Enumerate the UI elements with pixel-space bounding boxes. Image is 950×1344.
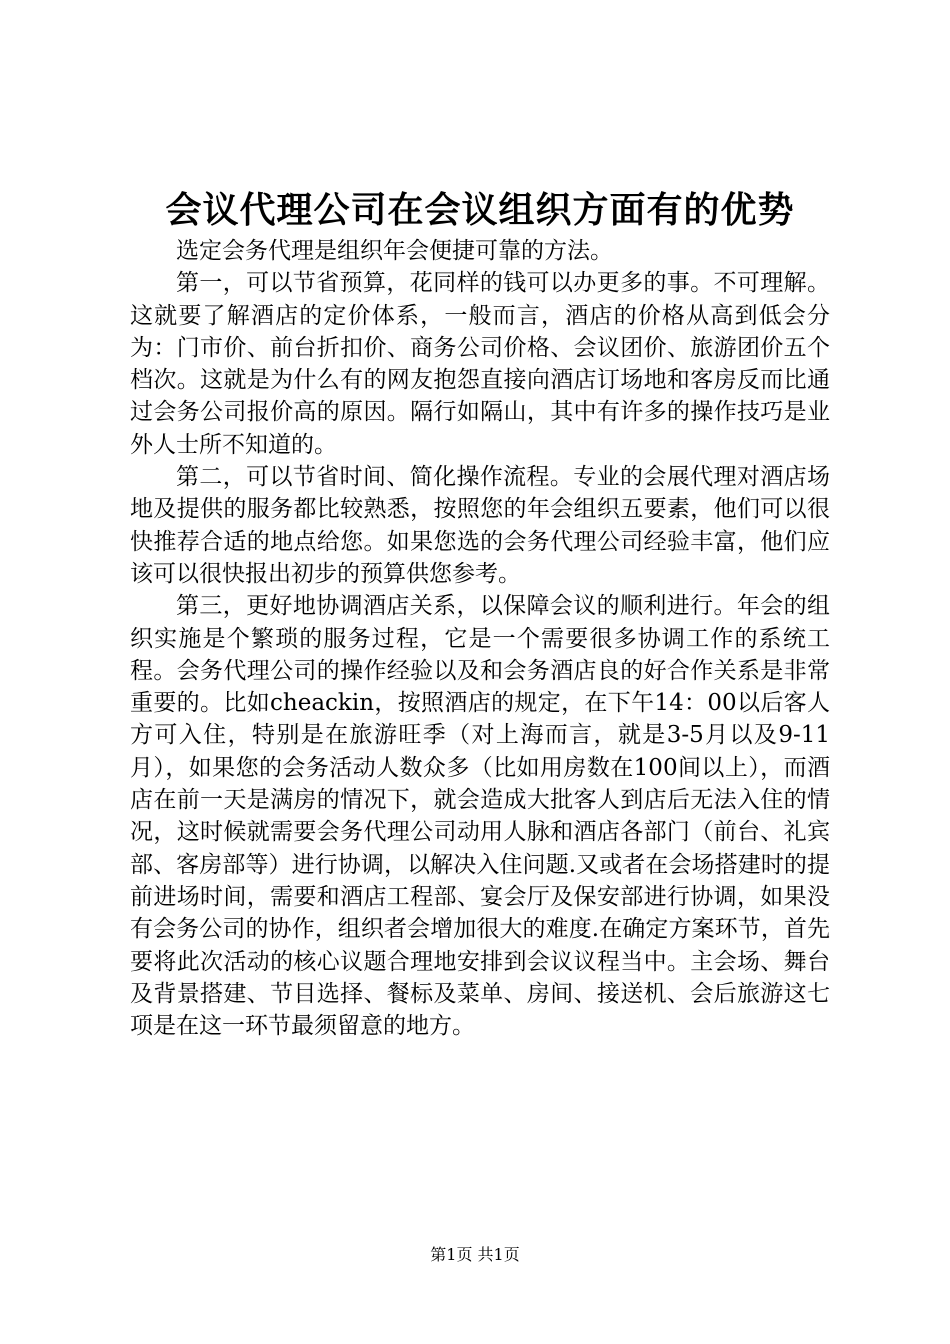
paragraph-intro: 选定会务代理是组织年会便捷可靠的方法。 bbox=[176, 238, 613, 264]
paragraph-second: 第二，可以节省时间、简化操作流程。专业的会展代理对酒店场地及提供的服务都比较熟悉，按照您的年会组织五要素，他们可以很快推荐合适的地点给您。如果您选的会务代理公司经验丰富，他们应该可以很快报出初步的预算供您参考。 bbox=[130, 464, 830, 587]
document-title: 会议代理公司在会议组织方面有的优势 bbox=[165, 189, 795, 231]
page-number-footer: 第1页 共1页 bbox=[430, 1245, 520, 1264]
paragraph-third: 第三，更好地协调酒店关系，以保障会议的顺利进行。年会的组织实施是个繁琐的服务过程，它是一个需要很多协调工作的系统工程。会务代理公司的操作经验以及和会务酒店良的好合作关系是非常重要的。比如cheackin，按照酒店的规定，在下午14：00以后客人方可入住，特别是在旅游旺季（对上海而言，就是3-5月以及9-11月），如果您的会务活动人数众多（比如用房数在100间以上），而酒店在前一天是满房的情况下，就会造成大批客人到店后无法入住的情况，这时候就需要会务代理公司动用人脉和酒店各部门（前台、礼宾部、客房部等）进行协调，以解决入住问题.又或者在会场搭建时的提前进场时间，需要和酒店工程部、宴会厅及保安部进行协调，如果没有会务公司的协作，组织者会增加很大的难度.在确定方案环节，首先要将此次活动的核心议题合理地安排到会议议程当中。主会场、舞台及背景搭建、节目选择、餐标及菜单、房间、接送机、会后旅游这七项是在这一环节最须留意的地方。 bbox=[130, 593, 830, 1040]
paragraph-first: 第一，可以节省预算，花同样的钱可以办更多的事。不可理解。这就要了解酒店的定价体系，一般而言，酒店的价格从高到低会分为：门市价、前台折扣价、商务公司价格、会议团价、旅游团价五个档次。这就是为什么有的网友抱怨直接向酒店订场地和客房反而比通过会务公司报价高的原因。隔行如隔山，其中有许多的操作技巧是业外人士所不知道的。 bbox=[130, 270, 830, 458]
document-page bbox=[130, 185, 830, 1042]
